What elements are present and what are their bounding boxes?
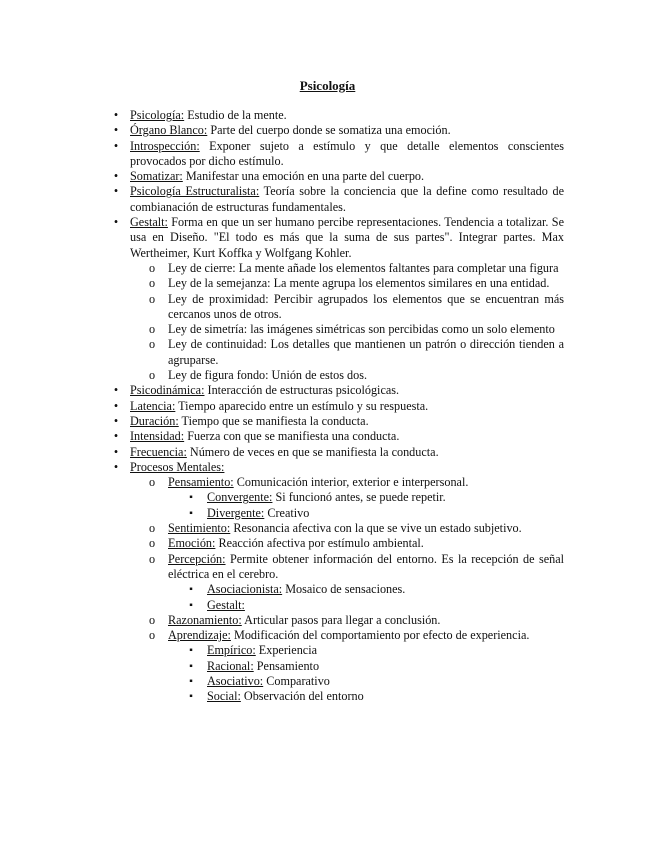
- bullet-marker: •: [113, 169, 119, 184]
- bullet-marker: ▪: [189, 675, 193, 687]
- item-term: Psicodinámica:: [130, 383, 205, 398]
- item-term: Emoción:: [168, 536, 216, 551]
- bullet-marker: •: [113, 459, 119, 474]
- item-definition: Teoría sobre la conciencia que la define como resultado de combianación de estructuras fundamentales.: [130, 184, 565, 214]
- list-item: [113, 123, 564, 138]
- bullet-marker: ▪: [189, 507, 193, 519]
- item-definition: Comparativo: [263, 673, 330, 688]
- item-definition: Reacción afectiva por estímulo ambiental.: [215, 536, 424, 551]
- item-term: Psicología Estructuralista:: [130, 184, 260, 199]
- list-item: [189, 597, 564, 613]
- item-definition: Ley de continuidad: Los detalles que mantienen un patrón o dirección tienden a agruparse.: [168, 337, 564, 367]
- bullet-marker: •: [113, 108, 119, 122]
- list-item: [148, 551, 564, 583]
- item-definition: Número de veces en que se manifiesta la conducta.: [186, 444, 439, 459]
- page-title: Psicología: [299, 78, 356, 93]
- bullet-marker: •: [113, 215, 119, 230]
- list-item: [148, 337, 564, 368]
- item-definition: Estudio de la mente.: [184, 108, 287, 122]
- item-term: Pensamiento:: [168, 475, 234, 490]
- bullet-marker: ▪: [189, 660, 193, 672]
- item-definition: Resonancia afectiva con la que se vive un estado subjetivo.: [230, 521, 522, 536]
- bullet-marker: o: [148, 337, 156, 352]
- item-definition: Si funcionó antes, se puede repetir.: [272, 490, 446, 505]
- bullet-marker: ▪: [189, 599, 193, 611]
- item-term: Gestalt:: [130, 215, 168, 230]
- bullet-marker: o: [148, 322, 156, 337]
- item-definition: Manifestar una emoción en una parte del cuerpo.: [182, 169, 425, 184]
- list-item: [148, 291, 564, 323]
- item-definition: Ley de cierre: La mente añade los elementos faltantes para completar una figura: [168, 260, 559, 275]
- item-term: Empírico:: [207, 643, 256, 658]
- item-term: Aprendizaje:: [168, 628, 231, 643]
- item-term: Racional:: [207, 658, 254, 673]
- item-definition: Comunicación interior, exterior e interpersonal.: [233, 475, 469, 490]
- list-item: [113, 444, 564, 460]
- bullet-list: [0, 108, 655, 705]
- list-item: [189, 490, 564, 505]
- bullet-marker: ▪: [189, 645, 193, 657]
- bullet-marker: o: [148, 521, 156, 536]
- item-term: Introspección:: [130, 138, 200, 153]
- bullet-marker: o: [148, 475, 156, 490]
- bullet-marker: •: [113, 123, 119, 138]
- list-item: [189, 689, 564, 704]
- item-definition: Exponer sujeto a estímulo y que detalle elementos conscientes provocados por dicho estímulo.: [130, 138, 564, 168]
- item-definition: Permite obtener información del entorno. Es la recepción de señal eléctrica en el cerebro.: [168, 551, 564, 581]
- item-definition: Parte del cuerpo donde se somatiza una emoción.: [207, 123, 451, 138]
- item-definition: Fuerza con que se manifiesta una conducta.: [184, 429, 400, 444]
- item-term: Duración:: [130, 413, 179, 428]
- item-term: Social:: [207, 689, 241, 704]
- bullet-marker: •: [113, 413, 119, 428]
- item-definition: Ley de la semejanza: La mente agrupa los elementos similares en una entidad.: [168, 276, 550, 291]
- bullet-marker: ▪: [189, 691, 193, 703]
- item-definition: Creativo: [264, 505, 310, 520]
- bullet-marker: o: [148, 628, 156, 643]
- bullet-marker: •: [113, 398, 119, 413]
- item-term: Frecuencia:: [130, 444, 187, 459]
- item-definition: Ley de simetría: las imágenes simétricas son percibidas como un solo elemento: [168, 322, 555, 337]
- list-item: [148, 536, 564, 551]
- item-term: Razonamiento:: [168, 612, 242, 627]
- item-definition: Forma en que un ser humano percibe representaciones. Tendencia a totalizar. Se usa en Diseño. "El todo es más que la suma de sus partes". Integrar partes. Max Wertheimer, Kurt Koffka y Wolfgang Kohler.: [130, 215, 564, 260]
- item-term: Percepción:: [168, 551, 226, 566]
- item-term: Psicología:: [130, 108, 185, 122]
- item-definition: Articular pasos para llegar a conclusión.: [241, 612, 441, 627]
- list-item: [148, 260, 564, 276]
- list-item: [189, 643, 564, 658]
- list-item: [148, 322, 564, 337]
- list-item: [113, 459, 564, 475]
- item-term: Divergente:: [207, 505, 265, 520]
- item-term: Asociacionista:: [207, 582, 283, 597]
- bullet-marker: o: [148, 276, 156, 291]
- item-definition: Modificación del comportamiento por efecto de experiencia.: [230, 628, 530, 643]
- item-definition: Tiempo que se manifiesta la conducta.: [178, 413, 369, 428]
- item-term: Intensidad:: [130, 429, 185, 444]
- item-term: Somatizar:: [130, 169, 183, 184]
- item-term: Procesos Mentales:: [130, 459, 225, 474]
- item-definition: Interacción de estructuras psicológicas.: [204, 383, 400, 398]
- bullet-marker: ▪: [189, 492, 193, 504]
- item-definition: Mosaico de sensaciones.: [282, 582, 406, 597]
- list-item: [189, 505, 564, 521]
- list-item: [113, 184, 565, 215]
- item-term: Órgano Blanco:: [130, 123, 208, 138]
- bullet-marker: o: [148, 551, 156, 566]
- list-item: [148, 276, 564, 291]
- bullet-marker: o: [148, 368, 156, 383]
- list-item: [148, 475, 564, 490]
- item-term: Asociativo:: [207, 673, 264, 688]
- bullet-marker: •: [113, 429, 119, 444]
- list-item: [189, 673, 564, 689]
- bullet-marker: •: [113, 184, 119, 199]
- item-term: Convergente:: [207, 490, 273, 505]
- list-item: [113, 398, 564, 414]
- item-term: Gestalt:: [207, 597, 245, 612]
- list-item: [113, 215, 564, 261]
- list-item: [113, 413, 564, 429]
- list-item: [148, 521, 564, 536]
- bullet-marker: ▪: [189, 584, 193, 596]
- bullet-marker: o: [148, 536, 156, 551]
- bullet-marker: o: [148, 291, 156, 306]
- list-item: [113, 138, 564, 170]
- bullet-marker: •: [113, 138, 119, 153]
- list-item: [113, 429, 564, 444]
- list-item: [113, 383, 564, 398]
- list-item: [113, 169, 564, 184]
- list-item: [189, 582, 564, 597]
- bullet-marker: o: [148, 612, 156, 627]
- item-definition: Observación del entorno: [240, 689, 364, 704]
- bullet-marker: •: [113, 383, 119, 398]
- bullet-marker: o: [148, 260, 156, 275]
- item-definition: Ley de proximidad: Percibir agrupados los elementos que se encuentran más cercanos unos de otros.: [168, 291, 564, 321]
- item-term: Sentimiento:: [168, 521, 231, 536]
- list-item: [189, 658, 564, 674]
- bullet-marker: •: [113, 444, 119, 459]
- item-definition: Pensamiento: [253, 658, 320, 673]
- list-item: [113, 108, 564, 123]
- item-definition: Experiencia: [255, 643, 317, 658]
- list-item: [148, 628, 564, 643]
- list-item: [148, 368, 564, 383]
- item-definition: Tiempo aparecido entre un estímulo y su respuesta.: [175, 398, 429, 413]
- item-term: Latencia:: [130, 398, 176, 413]
- item-definition: Ley de figura fondo: Unión de estos dos.: [168, 368, 368, 383]
- list-item: [148, 612, 564, 628]
